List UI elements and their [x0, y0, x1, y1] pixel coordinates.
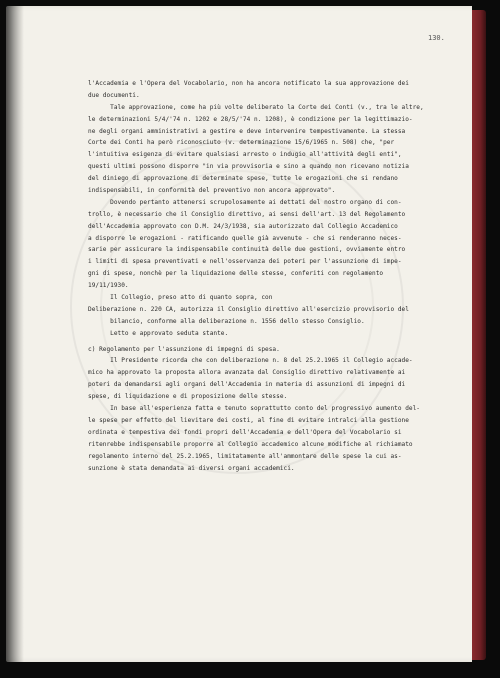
text-line: l'intuitiva esigenza di evitare qualsiasi arresto o indugio all'attività degli enti",: [88, 151, 402, 159]
text-line: ne degli organi amministrativi a gestire e deve intervenire tempestivamente. La stessa: [88, 127, 406, 135]
text-line: Letto e approvato seduta stante.: [88, 329, 229, 337]
text-line: gni di spese, nonchè per la liquidazione delle stesse, conferiti con regolamento: [88, 270, 384, 278]
text-line: Il Presidente ricorda che con deliberazione n. 8 del 25.2.1965 il Collegio accade-: [88, 357, 413, 365]
text-line: questi ultimi possono disporre "in via provvisoria e sino a quando non ricevano notizia: [88, 163, 409, 171]
text-line: bilancio, conforme alla deliberazione n. 1556 dello stesso Consiglio.: [88, 317, 365, 325]
text-line: Il Collegio, preso atto di quanto sopra, con: [88, 294, 273, 302]
text-line: l'Accademia e l'Opera del Vocabolario, non ha ancora notificato la sua approvazione dei: [88, 80, 409, 87]
text-line: 19/11/1930.: [88, 282, 129, 290]
text-line: mico ha approvato la proposta allora avanzata dal Consiglio direttivo relativamente ai: [88, 369, 406, 377]
text-line: Deliberazione n. 220 CA, autorizza il Consiglio direttivo all'esercizio provvisorio del: [88, 305, 409, 313]
text-line: Tale approvazione, come ha più volte deliberato la Corte dei Conti (v., tra le altre,: [88, 103, 424, 111]
text-line: sunzione è stata demandata ai diversi organi accademici.: [88, 464, 295, 472]
text-line: regolamento interno del 25.2.1965, limitatamente all'ammontare delle spese la cui as-: [88, 452, 402, 460]
text-line: ritenrebbe indispensabile proporre al Collegio accademico alcune modifiche al richiamato: [88, 440, 413, 448]
page-gutter-shadow: [6, 6, 24, 662]
book-cover-edge: [472, 10, 486, 660]
document-body: [88, 78, 450, 474]
text-line: indispensabili, in conformità del preventivo non ancora approvato".: [88, 187, 336, 195]
page-number: 130.: [428, 34, 445, 42]
text-line: poteri da demandarsi agli organi dell'Accademia in materia di assunzioni di impegni di: [88, 381, 406, 389]
text-line: dell'Accademia approvato con D.M. 24/3/1938, sia autorizzato dal Collegio Accademico: [88, 222, 398, 230]
text-line: ordinata e tempestiva dei fondi propri dell'Accademia e dell'Opera del Vocabolario si: [88, 428, 402, 436]
text-line: Corte dei Conti ha però riconosciuto (v. determinazione 15/6/1965 n. 508) che, "per: [88, 139, 395, 147]
text-line: i limiti di spesa preventivati e nell'osservanza dei poteri per l'assunzione di impe-: [88, 258, 402, 266]
text-line: del diniego di approvazione di determinate spese, tutte le erogazioni che si rendano: [88, 175, 398, 183]
text-line: Dovendo pertanto attenersi scrupolosamente ai dettati del nostro organo di con-: [88, 198, 402, 206]
text-line: sarie per assicurare la indispensabile continuità delle due gestioni, ovviamente entro: [88, 246, 406, 254]
text-line: a disporre le erogazioni - ratificando quelle già avvenute - che si renderanno neces-: [88, 234, 402, 242]
text-line: spese, di liquidazione e di proposizione delle stesse.: [88, 393, 288, 401]
section-heading: c) Regolamento per l'assunzione di impegni di spesa.: [88, 345, 280, 353]
text-line: trollo, è necessario che il Consiglio direttivo, ai sensi dell'art. 13 del Regolamento: [88, 210, 406, 218]
text-line: le determinazioni 5/4/'74 n. 1202 e 28/5/'74 n. 1208), è condizione per la legittimazio-: [88, 115, 413, 123]
text-line: In base all'esperienza fatta e tenuto soprattutto conto del progressivo aumento del-: [88, 405, 420, 413]
text-line: due documenti.: [88, 91, 140, 99]
text-line: le spese per effetto del lievitare dei costi, al fine di evitare intralci alla gestione: [88, 416, 409, 424]
